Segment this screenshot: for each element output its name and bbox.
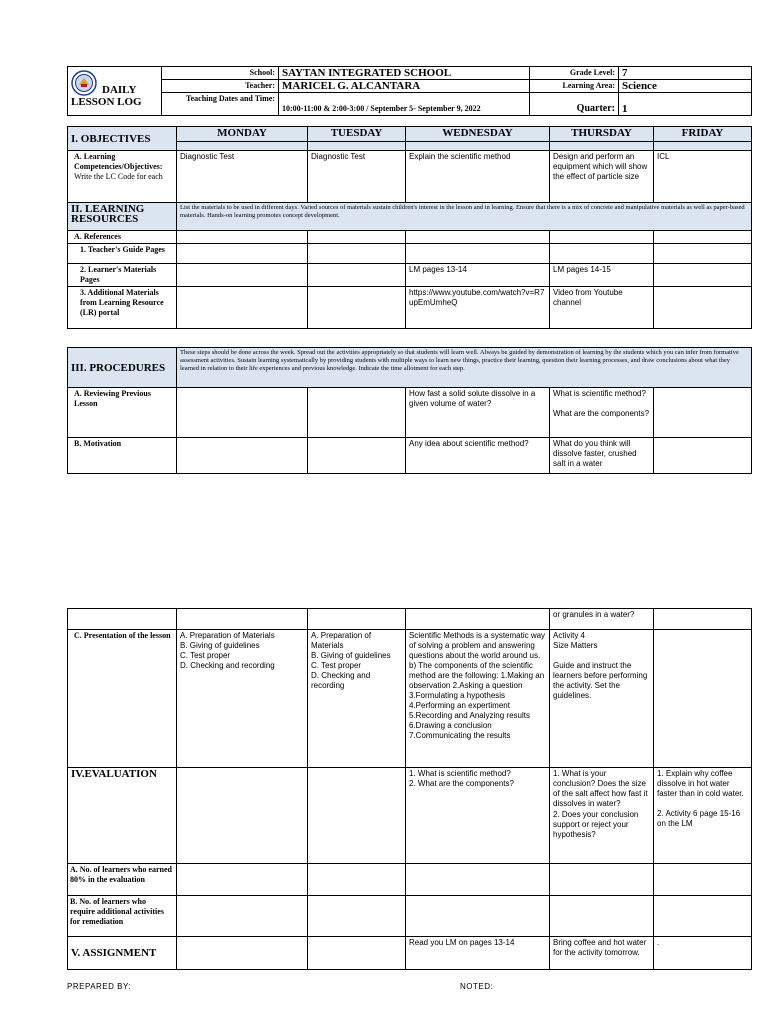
evaluation-friday-q2: 2. Activity 6 page 15-16 on the LM bbox=[657, 809, 741, 828]
teacher-value: MARICEL G. ALCANTARA bbox=[279, 80, 530, 93]
youtube-link[interactable]: https://www.youtube.com/watch?v=R7upEmUmheQ bbox=[406, 287, 550, 329]
quarter-label: Quarter: bbox=[530, 93, 619, 116]
blank-cell bbox=[308, 231, 406, 244]
reviewing-thursday-q2: What are the components? bbox=[553, 409, 650, 418]
lm-friday bbox=[654, 264, 752, 287]
am-monday bbox=[177, 287, 308, 329]
blank-cell bbox=[177, 142, 308, 151]
blank-cell bbox=[654, 388, 752, 438]
assignment-wednesday: Read you LM on pages 13-14 bbox=[406, 937, 550, 970]
lm-monday bbox=[177, 264, 308, 287]
blank-cell bbox=[177, 438, 308, 474]
remarks-b-label: B. No. of learners who require additional activities for remediation bbox=[68, 896, 177, 937]
tg-wednesday bbox=[406, 244, 550, 264]
blank-cell bbox=[550, 896, 654, 937]
blank-cell bbox=[654, 630, 752, 768]
school-label: School: bbox=[162, 67, 279, 80]
presentation-wednesday: Scientific Methods is a systematic way of solving a problem and answering questions about the world around us. b) The components of the scientific method are the following: 1.Making an observation 2.Asking a question 3.Formulating a hypothesis 4.Performing an expertiment 5.Recording and Analyzing results 6.Drawing a conclusion 7.Communicating the results bbox=[406, 630, 550, 768]
presentation-monday-item: B. Giving of guidelines bbox=[180, 641, 260, 650]
objective-tuesday: Diagnostic Test bbox=[308, 151, 406, 203]
teaching-dates-value: 10:00-11:00 & 2:00-3:00 / September 5- September 9, 2022 bbox=[279, 93, 530, 116]
blank-cell bbox=[177, 864, 308, 896]
evaluation-wednesday-q1: 1. What is scientific method? bbox=[409, 769, 511, 778]
learning-competencies-cell bbox=[68, 151, 177, 203]
activity-guidelines: Guide and instruct the learners before performing the activity. Set the guidelines. bbox=[553, 661, 648, 700]
motivation-thursday: What do you think will dissolve faster, crushed salt in a water bbox=[550, 438, 654, 474]
blank-cell bbox=[654, 864, 752, 896]
blank-cell bbox=[406, 609, 550, 630]
blank-cell bbox=[406, 142, 550, 151]
header-table bbox=[67, 66, 752, 116]
blank-cell bbox=[550, 864, 654, 896]
procedures-continued-table bbox=[67, 608, 752, 970]
blank-cell bbox=[550, 142, 654, 151]
presentation-label: C. Presentation of the lesson bbox=[68, 630, 177, 768]
procedures-table bbox=[67, 347, 752, 474]
noted-label: NOTED: bbox=[460, 982, 494, 991]
blank-cell bbox=[550, 231, 654, 244]
presentation-monday-item: A. Preparation of Materials bbox=[180, 631, 275, 640]
presentation-tuesday-item: A. Preparation of Materials bbox=[311, 631, 372, 650]
presentation-monday-item: D. Checking and recording bbox=[180, 661, 275, 670]
blank-cell bbox=[68, 609, 177, 630]
teachers-guide-label: 1. Teacher's Guide Pages bbox=[68, 244, 177, 264]
motivation-wednesday: Any idea about scientific method? bbox=[406, 438, 550, 474]
assignment-title: V. ASSIGNMENT bbox=[68, 937, 177, 970]
evaluation-thursday-q1: 1. What is your conclusion? Does the size of the salt affect how fast it dissolves in water? bbox=[553, 769, 648, 808]
grade-level-value: 7 bbox=[619, 67, 752, 80]
learning-resources-title: II. LEARNING RESOURCES bbox=[68, 203, 177, 231]
blank-cell bbox=[654, 438, 752, 474]
motivation-label: B. Motivation bbox=[68, 438, 177, 474]
logo-title-line1: DAILY bbox=[102, 84, 137, 96]
blank-cell bbox=[308, 864, 406, 896]
blank-cell bbox=[406, 896, 550, 937]
day-monday: MONDAY bbox=[177, 127, 308, 142]
motivation-thursday-continued: or granules in a water? bbox=[550, 609, 654, 630]
lm-wednesday: LM pages 13-14 bbox=[406, 264, 550, 287]
blank-cell bbox=[654, 142, 752, 151]
blank-cell bbox=[406, 231, 550, 244]
school-value: SAYTAN INTEGRATED SCHOOL bbox=[279, 67, 530, 80]
presentation-tuesday-item: C. Test proper bbox=[311, 661, 362, 670]
blank-cell bbox=[308, 388, 406, 438]
evaluation-wednesday-q2: 2. What are the components? bbox=[409, 779, 514, 788]
evaluation-thursday bbox=[550, 768, 654, 864]
am-tuesday bbox=[308, 287, 406, 329]
presentation-thursday bbox=[550, 630, 654, 768]
evaluation-wednesday bbox=[406, 768, 550, 864]
procedures-note: These steps should be done across the week. Spread out the activities appropriately so that students will learn well. Always be guided by demonstration of learning by the students which you can infer from formative assessment activities. Sustain learning systematically by providing students with multiple ways to learn new things, practice their learning, question their learning processes, and draw conclusions about what they learned in relation to their life experiences and previous knowledge. Indicate the time allotment for each step. bbox=[177, 348, 752, 388]
blank-cell bbox=[308, 937, 406, 970]
objective-wednesday: Explain the scientific method bbox=[406, 151, 550, 203]
reviewing-thursday-q1: What is scientific method? bbox=[553, 389, 646, 398]
evaluation-title: IV.EVALUATION bbox=[68, 768, 177, 864]
evaluation-friday bbox=[654, 768, 752, 864]
blank-cell bbox=[308, 142, 406, 151]
blank-cell bbox=[177, 609, 308, 630]
lm-thursday: LM pages 14-15 bbox=[550, 264, 654, 287]
blank-cell bbox=[654, 896, 752, 937]
activity-title: Size Matters bbox=[553, 641, 598, 650]
references-label: A. References bbox=[68, 231, 177, 244]
grade-level-label: Grade Level: bbox=[530, 67, 619, 80]
evaluation-thursday-q2: 2. Does your conclusion support or reject your hypothesis? bbox=[553, 810, 639, 839]
blank-cell bbox=[308, 896, 406, 937]
procedures-title: III. PROCEDURES bbox=[68, 348, 177, 388]
blank-cell bbox=[177, 937, 308, 970]
prepared-by-label: PREPARED BY: bbox=[67, 982, 132, 991]
remarks-a-label: A. No. of learners who earned 80% in the evaluation bbox=[68, 864, 177, 896]
assignment-friday: . bbox=[654, 937, 752, 970]
day-friday: FRIDAY bbox=[654, 127, 752, 142]
quarter-value: 1 bbox=[619, 93, 752, 116]
blank-cell bbox=[308, 438, 406, 474]
day-tuesday: TUESDAY bbox=[308, 127, 406, 142]
teacher-label: Teacher: bbox=[162, 80, 279, 93]
tg-tuesday bbox=[308, 244, 406, 264]
lc-code-note: Write the LC Code for each bbox=[74, 172, 163, 181]
blank-cell bbox=[308, 768, 406, 864]
evaluation-friday-q1: 1. Explain why coffee dissolve in hot water faster than in cold water. bbox=[657, 769, 744, 798]
additional-materials-label: 3. Additional Materials from Learning Resource (LR) portal bbox=[68, 287, 177, 329]
blank-cell bbox=[654, 609, 752, 630]
blank-cell bbox=[177, 231, 308, 244]
logo-cell bbox=[68, 67, 162, 116]
learning-competencies-label: A. Learning Competencies/Objectives: bbox=[74, 152, 163, 171]
presentation-tuesday bbox=[308, 630, 406, 768]
blank-cell bbox=[406, 864, 550, 896]
presentation-monday bbox=[177, 630, 308, 768]
learners-materials-label: 2. Learner's Materials Pages bbox=[68, 264, 177, 287]
logo-title-line2: LESSON LOG bbox=[71, 96, 142, 108]
objective-monday: Diagnostic Test bbox=[177, 151, 308, 203]
reviewing-wednesday: How fast a solid solute dissolve in a given volume of water? bbox=[406, 388, 550, 438]
blank-cell bbox=[177, 768, 308, 864]
tg-monday bbox=[177, 244, 308, 264]
tg-friday bbox=[654, 244, 752, 264]
blank-cell bbox=[177, 388, 308, 438]
blank-cell bbox=[177, 896, 308, 937]
lm-tuesday bbox=[308, 264, 406, 287]
presentation-tuesday-item: B. Giving of guidelines bbox=[311, 651, 391, 660]
day-thursday: THURSDAY bbox=[550, 127, 654, 142]
objective-thursday: Design and perform an equipment which will show the effect of particle size bbox=[550, 151, 654, 203]
learning-area-label: Learning Area: bbox=[530, 80, 619, 93]
am-friday bbox=[654, 287, 752, 329]
activity-number: Activity 4 bbox=[553, 631, 586, 640]
presentation-monday-item: C. Test proper bbox=[180, 651, 231, 660]
objective-friday: ICL bbox=[654, 151, 752, 203]
objectives-resources-table bbox=[67, 126, 752, 329]
blank-cell bbox=[654, 231, 752, 244]
tg-thursday bbox=[550, 244, 654, 264]
am-thursday: Video from Youtube channel bbox=[550, 287, 654, 329]
objectives-title: I. OBJECTIVES bbox=[68, 127, 177, 151]
assignment-thursday: Bring coffee and hot water for the activity tomorrow. bbox=[550, 937, 654, 970]
day-wednesday: WEDNESDAY bbox=[406, 127, 550, 142]
reviewing-label: A. Reviewing Previous Lesson bbox=[68, 388, 177, 438]
teaching-dates-label: Teaching Dates and Time: bbox=[162, 93, 279, 116]
presentation-tuesday-item: D. Checking and recording bbox=[311, 671, 371, 690]
reviewing-thursday-cell bbox=[550, 388, 654, 438]
learning-area-value: Science bbox=[619, 80, 752, 93]
blank-cell bbox=[308, 609, 406, 630]
learning-resources-note: List the materials to be used in different days. Varied sources of materials sustain children's interest in the lesson and in learning. Ensure that there is a mix of concrete and manipulative materials as well as paper-based materials. Hands-on learning promotes concept development. bbox=[177, 203, 752, 231]
